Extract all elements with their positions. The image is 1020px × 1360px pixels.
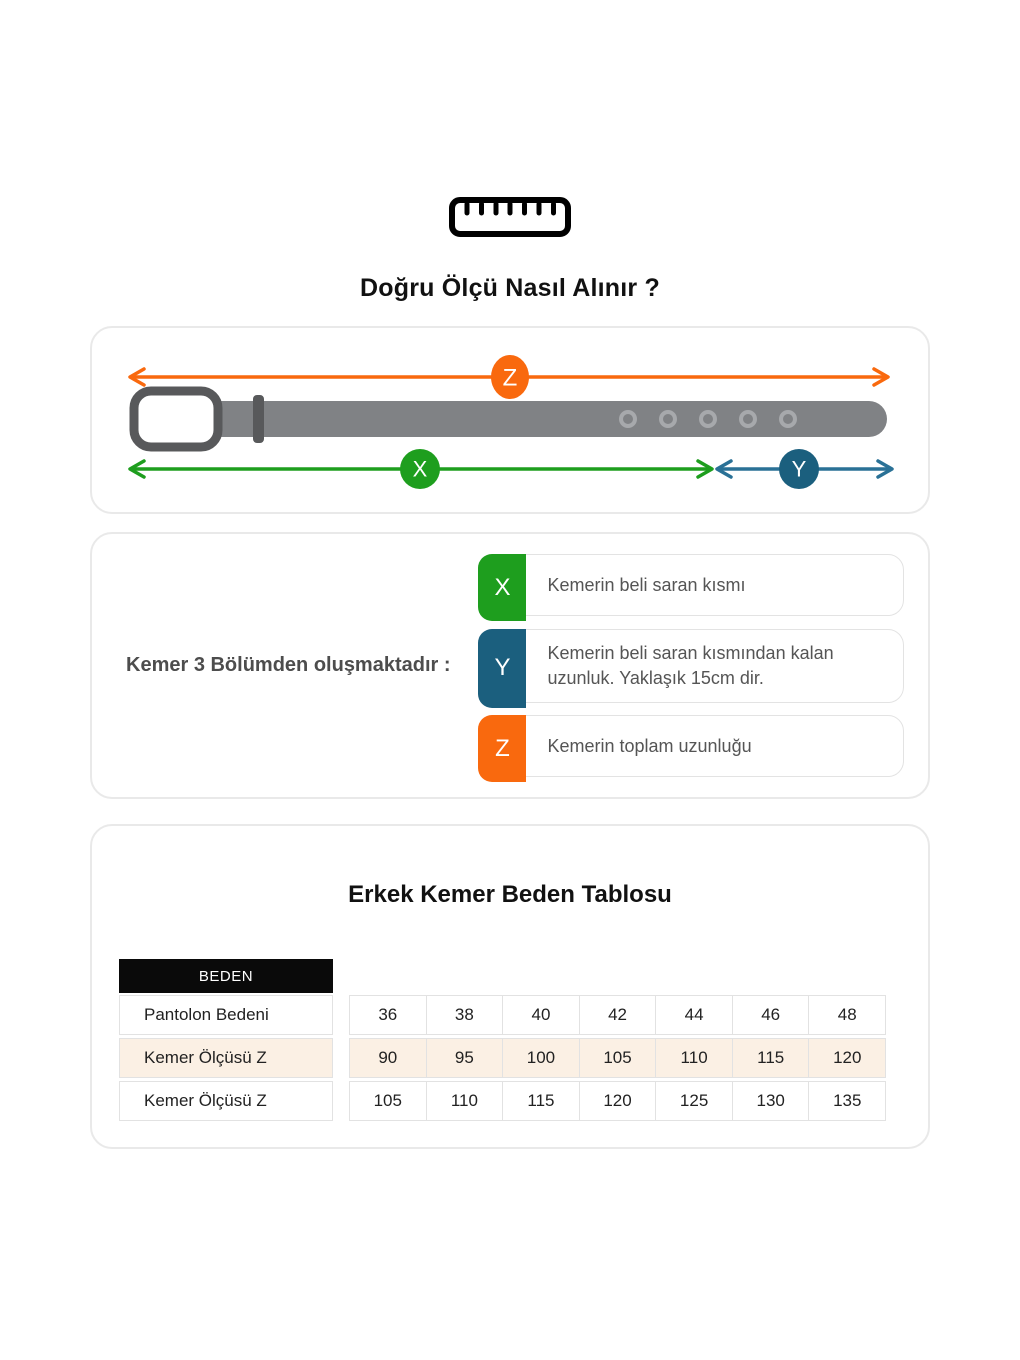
cell: 130: [732, 1081, 810, 1121]
size-table-values: [349, 995, 886, 1124]
legend-card: [90, 532, 930, 799]
cell: 44: [655, 995, 733, 1035]
belt-buckle: [134, 391, 218, 447]
legend-item-z-badge: Z: [478, 715, 526, 782]
cell: 100: [502, 1038, 580, 1078]
legend-item-z-text: Kemerin toplam uzunluğu: [478, 715, 904, 777]
legend-heading: Kemer 3 Bölümden oluşmaktadır :: [126, 654, 451, 676]
legend-item-y-text: Kemerin beli saran kısmından kalan uzunluk. Yaklaşık 15cm dir.: [478, 629, 904, 703]
table-row-belt-size-z2: [349, 1081, 886, 1121]
belt-keeper: [253, 395, 264, 443]
belt-diagram-card: [90, 326, 930, 514]
size-table-title: Erkek Kemer Beden Tablosu: [348, 881, 672, 908]
cell: 105: [349, 1081, 427, 1121]
legend-item-z: [478, 715, 904, 777]
cell: 125: [655, 1081, 733, 1121]
table-row-pant-sizes: [349, 995, 886, 1035]
cell: 36: [349, 995, 427, 1035]
cell: 120: [808, 1038, 886, 1078]
row-label-kemer-olcusu-z-2: Kemer Ölçüsü Z: [119, 1081, 333, 1121]
cell: 95: [426, 1038, 504, 1078]
cell: 40: [502, 995, 580, 1035]
belt-measurement-diagram: [92, 328, 928, 512]
legend-item-y-badge: Y: [478, 629, 526, 708]
cell: 48: [808, 995, 886, 1035]
page-header: [0, 0, 1020, 303]
table-row-belt-size-z1: [349, 1038, 886, 1078]
cell: 105: [579, 1038, 657, 1078]
ruler-icon: [0, 196, 1020, 238]
legend-item-x-badge: X: [478, 554, 526, 621]
cell: 115: [732, 1038, 810, 1078]
cell: 90: [349, 1038, 427, 1078]
belt-strap: [202, 401, 887, 437]
legend-item-x: [478, 554, 904, 616]
size-table: [119, 959, 886, 1124]
cell: 110: [426, 1081, 504, 1121]
cell: 120: [579, 1081, 657, 1121]
size-table-header: BEDEN: [119, 959, 333, 993]
size-table-label-column: [119, 959, 333, 1124]
size-table-card: [90, 824, 930, 1149]
page-title: Doğru Ölçü Nasıl Alınır ?: [360, 274, 660, 302]
row-label-kemer-olcusu-z-1: Kemer Ölçüsü Z: [119, 1038, 333, 1078]
legend-left: [116, 554, 478, 777]
legend-item-x-text: Kemerin beli saran kısmı: [478, 554, 904, 616]
cell: 110: [655, 1038, 733, 1078]
z-badge-label: Z: [502, 364, 518, 392]
row-label-pantolon-bedeni: Pantolon Bedeni: [119, 995, 333, 1035]
cell: 46: [732, 995, 810, 1035]
legend-item-y: [478, 629, 904, 703]
x-badge-label: X: [412, 456, 428, 482]
y-badge-label: Y: [791, 456, 807, 482]
legend-items: [478, 554, 904, 777]
cell: 135: [808, 1081, 886, 1121]
cell: 42: [579, 995, 657, 1035]
cell: 115: [502, 1081, 580, 1121]
cell: 38: [426, 995, 504, 1035]
